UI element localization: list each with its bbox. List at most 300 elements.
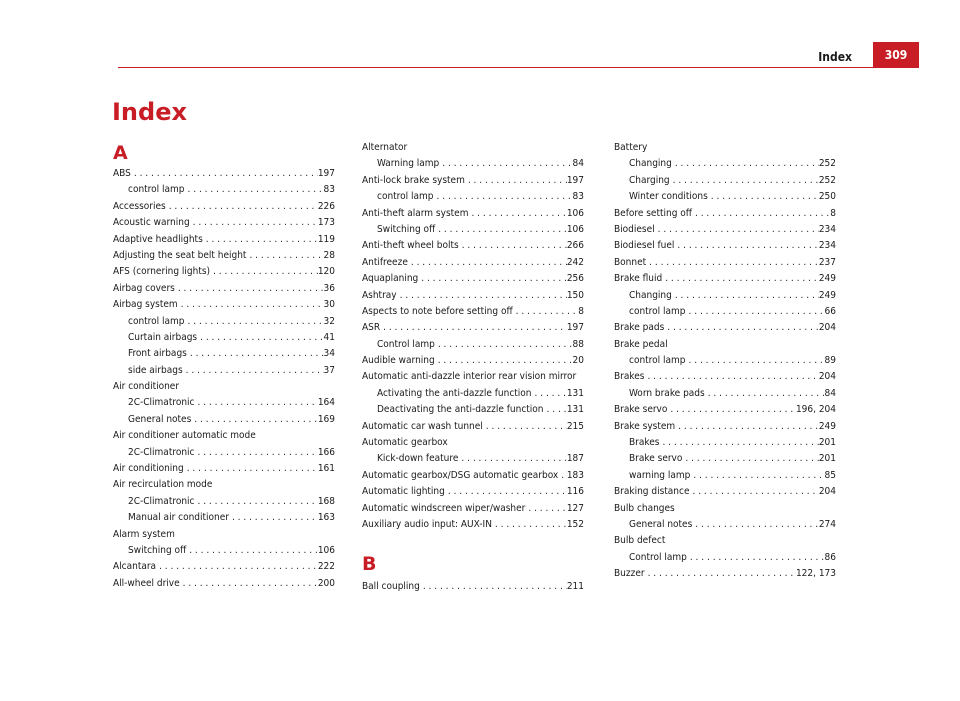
index-page-ref: 197	[566, 174, 584, 186]
dot-leader	[408, 255, 567, 271]
dot-leader	[166, 199, 318, 215]
index-subentry	[614, 288, 836, 304]
dot-leader	[687, 550, 825, 566]
index-entry	[362, 369, 584, 385]
index-subentry	[113, 445, 335, 461]
index-page-ref: 252	[818, 158, 836, 170]
index-entry	[113, 428, 335, 444]
index-entry	[614, 238, 836, 254]
index-term: side airbags	[128, 364, 183, 376]
index-entry	[113, 232, 335, 248]
index-term: Accessories	[113, 200, 166, 212]
index-term: Battery	[614, 142, 648, 153]
index-page-ref: 226	[317, 200, 335, 212]
index-entry	[362, 435, 584, 451]
header-section-title: Index	[818, 50, 852, 64]
index-entry	[614, 222, 836, 238]
index-term: 2C-Climatronic	[128, 446, 195, 458]
index-term: General notes	[128, 413, 192, 425]
index-page-ref: 234	[818, 223, 836, 235]
dot-leader	[185, 314, 324, 330]
dot-leader	[492, 517, 567, 533]
index-subentry	[362, 402, 584, 418]
index-term: control lamp	[629, 355, 686, 367]
dot-leader	[708, 189, 819, 205]
index-term: Brake servo	[614, 404, 668, 416]
index-term: Automatic gearbox/DSG automatic gearbox	[362, 469, 559, 481]
dot-leader	[675, 419, 819, 435]
index-term: ASR	[362, 322, 381, 334]
index-term: control lamp	[629, 305, 686, 317]
index-term: All-wheel drive	[113, 577, 180, 589]
index-entry	[113, 461, 335, 477]
index-term: Charging	[629, 174, 670, 186]
index-term: Air conditioning	[113, 463, 184, 475]
index-term: Bulb defect	[614, 535, 666, 547]
index-subentry	[614, 451, 836, 467]
index-term: Auxiliary audio input: AUX-IN	[362, 518, 492, 530]
index-term: Curtain airbags	[128, 331, 198, 343]
dot-leader	[686, 353, 825, 369]
index-entry	[113, 264, 335, 280]
index-page-ref: 249	[818, 420, 836, 432]
index-subentry	[113, 543, 335, 559]
index-subentry	[362, 386, 584, 402]
index-subentry	[614, 173, 836, 189]
index-page-ref: 201	[818, 437, 836, 449]
index-entry	[362, 484, 584, 500]
index-entry	[614, 402, 836, 418]
dot-leader	[185, 182, 324, 198]
index-page-ref: 122, 173	[795, 568, 836, 580]
index-page-ref: 131	[566, 387, 584, 399]
index-entry	[362, 320, 584, 336]
index-entry	[113, 477, 335, 493]
dot-leader	[692, 517, 819, 533]
dot-leader	[131, 166, 318, 182]
index-entry	[362, 288, 584, 304]
index-page-ref: 201	[818, 453, 836, 465]
index-term: control lamp	[377, 191, 434, 203]
dot-leader	[670, 173, 819, 189]
index-page-ref: 200	[317, 577, 335, 589]
index-page-ref: 89	[824, 355, 836, 367]
index-subentry	[362, 337, 584, 353]
dot-leader	[672, 288, 819, 304]
dot-leader	[645, 566, 796, 582]
index-page-ref: 85	[824, 469, 836, 481]
index-entry	[113, 199, 335, 215]
index-page-ref: 32	[323, 315, 335, 327]
page-number: 309	[884, 48, 908, 62]
index-term: Switching off	[128, 544, 187, 556]
index-term: Worn brake pads	[629, 387, 705, 399]
index-term: General notes	[629, 518, 693, 530]
index-page-ref: 173	[317, 217, 335, 229]
index-term: Braking distance	[614, 486, 690, 498]
dot-leader	[690, 468, 824, 484]
index-entry	[362, 255, 584, 271]
index-subentry	[113, 412, 335, 428]
index-term: Air recirculation mode	[113, 479, 213, 491]
dot-leader	[439, 156, 572, 172]
index-column-2	[362, 140, 584, 596]
index-term: Winter conditions	[629, 191, 708, 203]
index-term: Biodiesel fuel	[614, 240, 675, 252]
dot-leader	[180, 576, 318, 592]
index-page-ref: 41	[323, 331, 335, 343]
index-subentry	[614, 435, 836, 451]
dot-leader	[659, 435, 818, 451]
dot-leader	[662, 271, 819, 287]
index-subentry	[362, 189, 584, 205]
dot-leader	[197, 330, 323, 346]
index-term: Switching off	[377, 223, 436, 235]
index-entry	[113, 559, 335, 575]
index-subentry	[614, 386, 836, 402]
index-page-ref: 250	[818, 191, 836, 203]
index-term: Warning lamp	[377, 158, 440, 170]
dot-leader	[435, 222, 567, 238]
dot-leader	[705, 386, 825, 402]
index-term: Anti-lock brake system	[362, 174, 465, 186]
dot-leader	[686, 304, 825, 320]
index-subentry	[113, 395, 335, 411]
dot-leader	[690, 484, 819, 500]
index-page-ref: 211	[566, 581, 584, 593]
index-term: Anti-theft alarm system	[362, 207, 469, 219]
index-page-ref: 204	[818, 322, 836, 334]
index-term: Brake fluid	[614, 273, 663, 285]
index-page-ref: 161	[317, 463, 335, 475]
index-term: Automatic windscreen wiper/washer	[362, 502, 526, 514]
index-entry	[362, 206, 584, 222]
index-page-ref: 83	[572, 191, 584, 203]
index-page-ref: 204	[818, 486, 836, 498]
index-term: Automatic gearbox	[362, 437, 448, 449]
index-entry	[362, 304, 584, 320]
index-term: Antifreeze	[362, 256, 408, 268]
index-term: Ashtray	[362, 289, 397, 301]
dot-leader	[194, 395, 317, 411]
index-page-ref: 166	[317, 446, 335, 458]
index-term: Brakes	[614, 371, 645, 383]
index-entry	[614, 271, 836, 287]
page-number-badge	[873, 42, 919, 68]
index-subentry	[614, 353, 836, 369]
dot-leader	[544, 402, 567, 418]
dot-leader	[194, 494, 317, 510]
dot-leader	[458, 451, 566, 467]
index-page-ref: 120	[317, 266, 335, 278]
dot-leader	[513, 304, 579, 320]
index-page-ref: 83	[323, 184, 335, 196]
index-entry	[362, 419, 584, 435]
index-term: warning lamp	[629, 469, 691, 481]
index-entry	[113, 379, 335, 395]
index-page-ref: 249	[818, 289, 836, 301]
dot-leader	[674, 238, 818, 254]
index-page-ref: 84	[572, 158, 584, 170]
index-page-ref: 106	[317, 544, 335, 556]
index-term: Ball coupling	[362, 581, 420, 593]
index-term: control lamp	[128, 184, 185, 196]
dot-leader	[184, 461, 318, 477]
index-term: ABS	[113, 168, 131, 179]
index-term: Adjusting the seat belt height	[113, 249, 247, 261]
index-term: 2C-Climatronic	[128, 397, 195, 409]
index-term: Biodiesel	[614, 223, 655, 235]
index-term: Changing	[629, 158, 672, 170]
index-entry	[362, 579, 584, 595]
index-page-ref: 106	[566, 223, 584, 235]
dot-leader	[664, 320, 819, 336]
index-term: Automatic car wash tunnel	[362, 420, 483, 432]
index-term: Adaptive headlights	[113, 233, 203, 245]
index-entry	[113, 166, 335, 182]
index-entry	[113, 248, 335, 264]
index-entry	[113, 281, 335, 297]
index-term: Alcantara	[113, 561, 157, 573]
dot-leader	[418, 271, 567, 287]
index-page-ref: 8	[830, 207, 836, 219]
index-page-ref: 266	[566, 240, 584, 252]
index-term: Airbag system	[113, 299, 178, 311]
index-subentry	[614, 468, 836, 484]
index-page-ref: 197	[317, 168, 335, 179]
index-entry	[362, 238, 584, 254]
dot-leader	[435, 353, 573, 369]
index-term: Control lamp	[629, 551, 687, 563]
index-term: Control lamp	[377, 338, 435, 350]
index-subentry	[113, 314, 335, 330]
index-subentry	[614, 189, 836, 205]
index-term: Brake pads	[614, 322, 665, 334]
index-page-ref: 84	[824, 387, 836, 399]
dot-leader	[397, 288, 567, 304]
index-page-ref: 8	[578, 305, 584, 317]
index-column-1	[113, 140, 335, 592]
dot-leader	[434, 189, 573, 205]
index-page-ref: 30	[323, 299, 335, 311]
dot-leader	[420, 579, 567, 595]
index-term: Before setting off	[614, 207, 692, 219]
index-page-ref: 249	[818, 273, 836, 285]
index-page-ref: 252	[818, 174, 836, 186]
index-page-ref: 150	[566, 289, 584, 301]
index-entry	[614, 320, 836, 336]
index-subentry	[113, 182, 335, 198]
index-term: Activating the anti-dazzle function	[377, 387, 532, 399]
dot-leader	[190, 215, 318, 231]
index-term: Acoustic warning	[113, 217, 190, 229]
index-entry	[113, 215, 335, 231]
index-page-ref: 197	[566, 322, 584, 334]
dot-leader	[445, 484, 567, 500]
dot-leader	[525, 501, 566, 517]
index-term: Bonnet	[614, 256, 647, 268]
index-entry	[362, 140, 584, 156]
index-entry	[614, 501, 836, 517]
index-term: Changing	[629, 289, 672, 301]
index-subentry	[362, 222, 584, 238]
index-entry	[614, 140, 836, 156]
index-page-ref: 20	[572, 355, 584, 367]
index-entry	[362, 501, 584, 517]
index-term: Anti-theft wheel bolts	[362, 240, 459, 252]
index-page-ref: 163	[317, 512, 335, 524]
index-entry	[614, 255, 836, 271]
index-term: Manual air conditioner	[128, 512, 229, 524]
dot-leader	[682, 451, 818, 467]
dot-leader	[203, 232, 318, 248]
page-title: Index	[112, 98, 187, 126]
dot-leader	[246, 248, 323, 264]
index-page-ref: 237	[818, 256, 836, 268]
index-page-ref: 274	[818, 518, 836, 530]
index-entry	[362, 271, 584, 287]
index-entry	[614, 369, 836, 385]
index-term: Air conditioner automatic mode	[113, 430, 256, 442]
index-term: Aspects to note before setting off	[362, 305, 513, 317]
index-subentry	[614, 550, 836, 566]
dot-leader	[435, 337, 573, 353]
index-entry	[614, 533, 836, 549]
index-page-ref: 204	[818, 371, 836, 383]
dot-leader	[194, 445, 317, 461]
index-page-ref: 106	[566, 207, 584, 219]
index-page-ref: 86	[824, 551, 836, 563]
index-term: Brake servo	[629, 453, 683, 465]
index-subentry	[113, 510, 335, 526]
index-page-ref: 183	[566, 469, 584, 481]
dot-leader	[558, 468, 567, 484]
dot-leader	[692, 206, 830, 222]
index-entry	[614, 337, 836, 353]
dot-leader	[644, 369, 818, 385]
dot-leader	[156, 559, 318, 575]
dot-leader	[465, 173, 567, 189]
dot-leader	[532, 386, 567, 402]
index-entry	[362, 517, 584, 533]
index-term: Front airbags	[128, 348, 187, 360]
index-page-ref: 164	[317, 397, 335, 409]
dot-leader	[229, 510, 318, 526]
index-term: Airbag covers	[113, 282, 175, 294]
index-term: Kick-down feature	[377, 453, 459, 465]
index-term: Aquaplaning	[362, 273, 419, 285]
dot-leader	[178, 297, 324, 313]
index-letter-heading: B	[362, 553, 377, 576]
index-entry	[614, 419, 836, 435]
index-term: Alarm system	[113, 528, 175, 540]
index-term: AFS (cornering lights)	[113, 266, 211, 278]
index-entry	[614, 484, 836, 500]
dot-leader	[183, 363, 324, 379]
index-subentry	[614, 517, 836, 533]
index-page-ref: 37	[323, 364, 335, 376]
index-page-ref: 88	[572, 338, 584, 350]
dot-leader	[672, 156, 819, 172]
index-page-ref: 34	[323, 348, 335, 360]
dot-leader	[459, 238, 567, 254]
index-subentry	[113, 346, 335, 362]
index-entry	[362, 468, 584, 484]
index-page-ref: 131	[566, 404, 584, 416]
index-page-ref: 66	[824, 305, 836, 317]
dot-leader	[483, 419, 567, 435]
index-subentry	[113, 494, 335, 510]
dot-leader	[468, 206, 566, 222]
header-rule	[118, 67, 918, 68]
index-subentry	[113, 330, 335, 346]
index-subentry	[614, 156, 836, 172]
index-page-ref: 222	[317, 561, 335, 573]
index-entry	[362, 173, 584, 189]
index-term: Brake pedal	[614, 338, 668, 350]
index-page-ref: 116	[566, 486, 584, 498]
dot-leader	[667, 402, 796, 418]
index-term: Buzzer	[614, 568, 645, 580]
index-term: Audible warning	[362, 355, 435, 367]
dot-leader	[655, 222, 819, 238]
index-term: Brakes	[629, 437, 660, 449]
index-term: Brake system	[614, 420, 676, 432]
index-term: 2C-Climatronic	[128, 495, 195, 507]
index-page-ref: 152	[566, 518, 584, 530]
index-page-ref: 127	[566, 502, 584, 514]
dot-leader	[646, 255, 819, 271]
dot-leader	[210, 264, 318, 280]
index-letter-heading: A	[113, 142, 128, 164]
index-page-ref: 242	[566, 256, 584, 268]
dot-leader	[186, 543, 318, 559]
index-subentry	[113, 363, 335, 379]
index-subentry	[614, 304, 836, 320]
index-page-ref: 215	[566, 420, 584, 432]
index-subentry	[362, 451, 584, 467]
index-page-ref: 196, 204	[795, 404, 836, 416]
index-term: control lamp	[128, 315, 185, 327]
index-term: Air conditioner	[113, 381, 180, 393]
index-term: Deactivating the anti-dazzle function	[377, 404, 544, 416]
index-page-ref: 234	[818, 240, 836, 252]
dot-leader	[380, 320, 567, 336]
index-term: Automatic anti-dazzle interior rear vision mirror	[362, 371, 577, 383]
index-column-3	[614, 140, 836, 583]
index-page-ref: 28	[323, 249, 335, 261]
index-entry	[614, 566, 836, 582]
dot-leader	[191, 412, 318, 428]
dot-leader	[187, 346, 324, 362]
index-term: Automatic lighting	[362, 486, 445, 498]
index-page-ref: 119	[317, 233, 335, 245]
index-subentry	[362, 156, 584, 172]
index-entry	[614, 206, 836, 222]
index-term: Alternator	[362, 142, 408, 153]
index-page-ref: 36	[323, 282, 335, 294]
dot-leader	[175, 281, 324, 297]
index-term: Bulb changes	[614, 502, 675, 514]
index-page-ref: 187	[566, 453, 584, 465]
index-entry	[362, 353, 584, 369]
index-entry	[113, 297, 335, 313]
index-entry	[113, 576, 335, 592]
index-page-ref: 256	[566, 273, 584, 285]
index-entry	[113, 527, 335, 543]
index-page-ref: 169	[317, 413, 335, 425]
index-page-ref: 168	[317, 495, 335, 507]
